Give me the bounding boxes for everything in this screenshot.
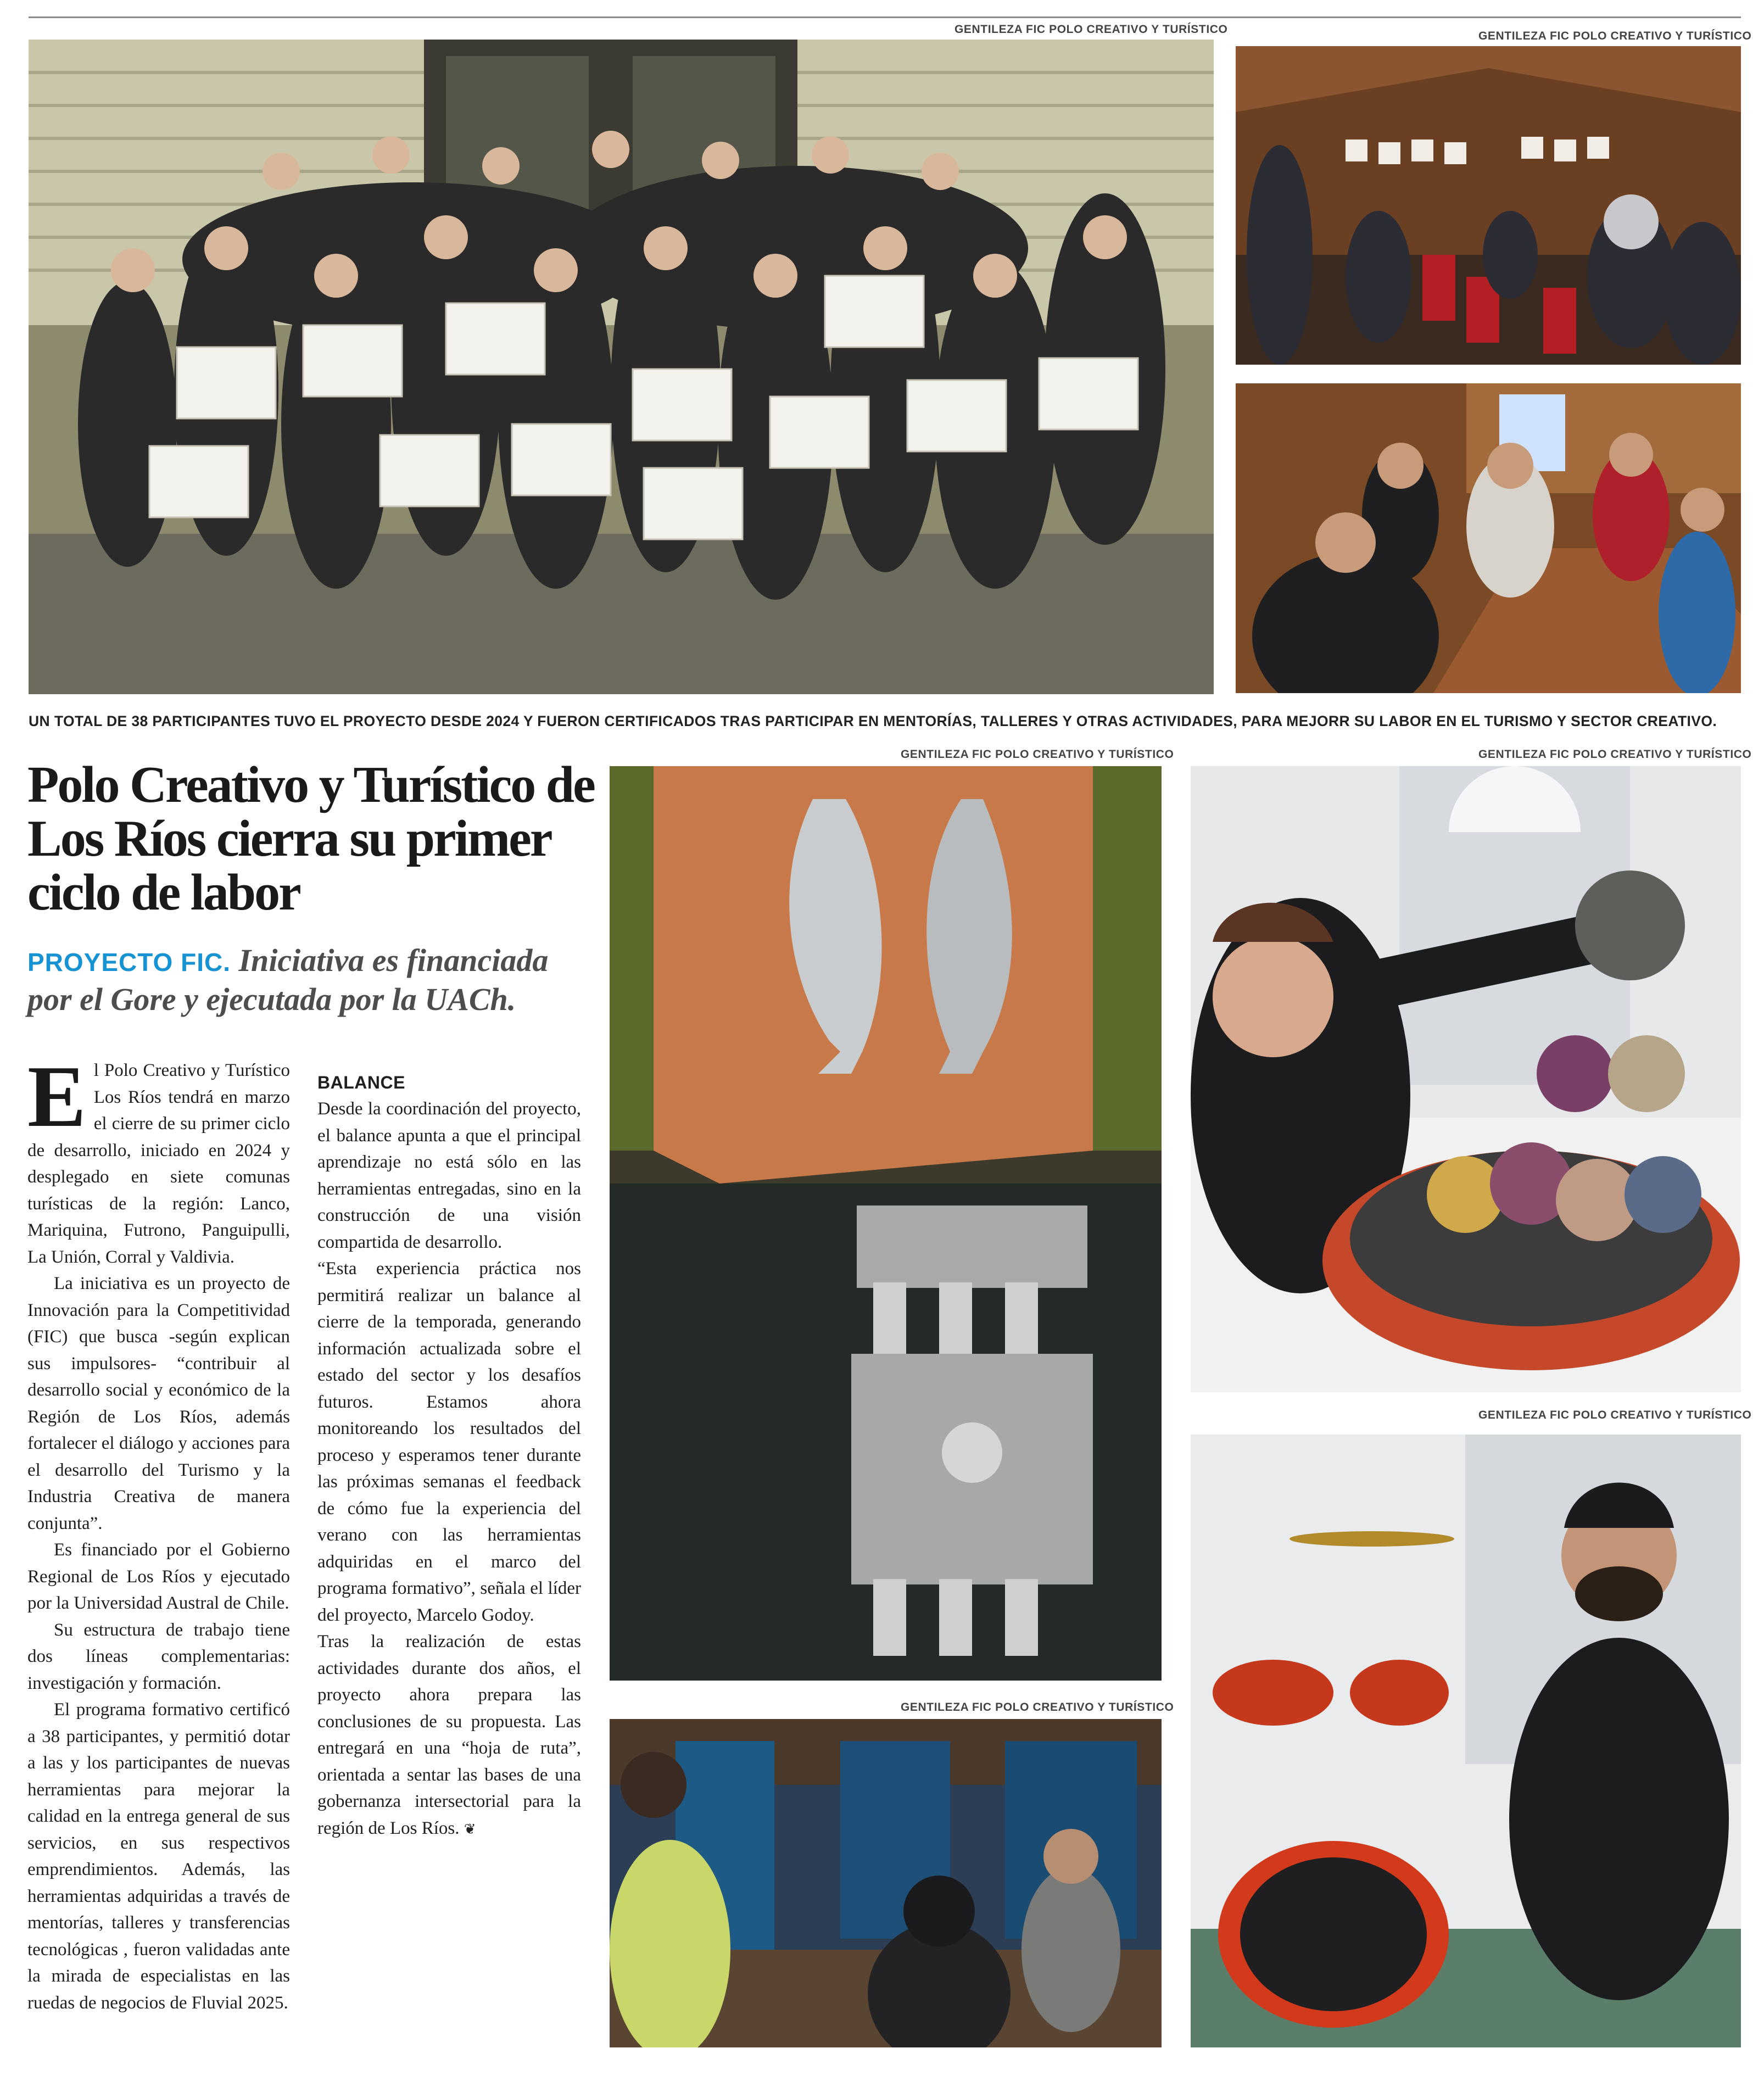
photo-credit-weaver: GENTILEZA FIC POLO CREATIVO Y TURÍSTICO bbox=[1478, 748, 1752, 761]
end-mark: ❦ bbox=[464, 1821, 476, 1838]
deck-text: Iniciativa es financiada por el Gore y ejecutada por la UACh. bbox=[27, 942, 549, 1017]
paragraph-8: Tras la realización de estas actividades durante dos años, el proyecto ahora prepara las conclusiones de su propuesta. Las entregará en una “hoja de ruta”, orientada a sentar las bases de una gobernanza intersectorial para la región de Los Ríos. ❦ bbox=[317, 1632, 581, 1838]
drop-cap: E bbox=[27, 1047, 86, 1145]
paragraph-1: El Polo Creativo y Turístico Los Ríos tendrá en marzo el cierre de su primer ciclo de desarrollo, iniciado en 2024 y desplegado en siete comunas turísticas de la región: Lanco, Mariquina, Futrono, Panguipulli, La Unión, Corral y Valdivia. bbox=[27, 1047, 290, 1267]
headline: Polo Creativo y Turístico de Los Ríos cierra su primer ciclo de labor bbox=[27, 756, 594, 921]
table-meeting-photo bbox=[1236, 383, 1741, 693]
weaver-yarn-photo bbox=[1191, 766, 1741, 1392]
article-column-2 bbox=[317, 1057, 581, 1843]
deck bbox=[27, 942, 599, 1018]
deck-tag: PROYECTO FIC. bbox=[27, 948, 231, 976]
photo-caption: UN TOTAL DE 38 PARTICIPANTES TUVO EL PROYECTO DESDE 2024 Y FUERON CERTIFICADOS TRAS PARTICIPAR EN MENTORÍAS, TALLERES Y OTRAS ACTIVIDADES, PARA MEJORR SU LABOR EN EL TURISMO Y SECTOR CREATIVO. bbox=[29, 713, 1717, 729]
top-rule bbox=[29, 16, 1741, 18]
group-certificates-photo bbox=[29, 40, 1214, 694]
article-column-1 bbox=[27, 1047, 290, 2016]
workshop-room-photo bbox=[1236, 46, 1741, 365]
paragraph-4: Su estructura de trabajo tiene dos líneas complementarias: investigación y formación. bbox=[27, 1620, 290, 1693]
metal-earrings-photo bbox=[610, 766, 1162, 1681]
photo-credit-musician: GENTILEZA FIC POLO CREATIVO Y TURÍSTICO bbox=[1478, 1409, 1752, 1421]
paragraph-3: Es financiado por el Gobierno Regional de Los Ríos y ejecutado por la Universidad Austral de Chile. bbox=[27, 1540, 290, 1613]
interview-photo bbox=[610, 1719, 1162, 2047]
subhead-balance: BALANCE bbox=[317, 1073, 405, 1092]
paragraph-6: Desde la coordinación del proyecto, el balance apunta a que el principal aprendizaje no está sólo en las herramientas entregadas, sino en la construcción de una visión compartida de desarrollo. bbox=[317, 1099, 581, 1252]
musician-drums-photo bbox=[1191, 1435, 1741, 2047]
paragraph-5: El programa formativo certificó a 38 participantes, y permitió dotar a las y los participantes de nuevas herramientas para mejorar la calidad en la entrega general de sus servicios, en sus respectivos emprendimientos. Además, las herramientas adquiridas a través de mentorías, talleres y transferencias tecnológicas , fueron validadas ante la mirada de especialistas en las ruedas de negocios de Fluvial 2025. bbox=[27, 1700, 290, 2013]
paragraph-2: La iniciativa es un proyecto de Innovación para la Competitividad (FIC) que busca -según explican sus impulsores- “contribuir al desarrollo social y económico de la Región de Los Ríos, además fortalecer el diálogo y acciones para el desarrollo del Turismo y la Industria Creativa de manera conjunta”. bbox=[27, 1274, 290, 1533]
photo-credit-interview: GENTILEZA FIC POLO CREATIVO Y TURÍSTICO bbox=[901, 1701, 1174, 1714]
paragraph-7: “Esta experiencia práctica nos permitirá realizar un balance al cierre de la temporada, generando información actualizada sobre el estado del sector y los desafíos futuros. Estamos ahora monitoreando los resultados del proceso y esperamos tener durante las próximas semanas el feedback de cómo fue la experiencia del verano con las herramientas adquiridas en el marco del programa formativo”, señala el líder del proyecto, Marcelo Godoy. bbox=[317, 1259, 581, 1625]
photo-credit-earrings: GENTILEZA FIC POLO CREATIVO Y TURÍSTICO bbox=[901, 748, 1174, 761]
photo-credit-group: GENTILEZA FIC POLO CREATIVO Y TURÍSTICO bbox=[954, 23, 1228, 36]
photo-credit-workshop: GENTILEZA FIC POLO CREATIVO Y TURÍSTICO bbox=[1478, 30, 1752, 42]
